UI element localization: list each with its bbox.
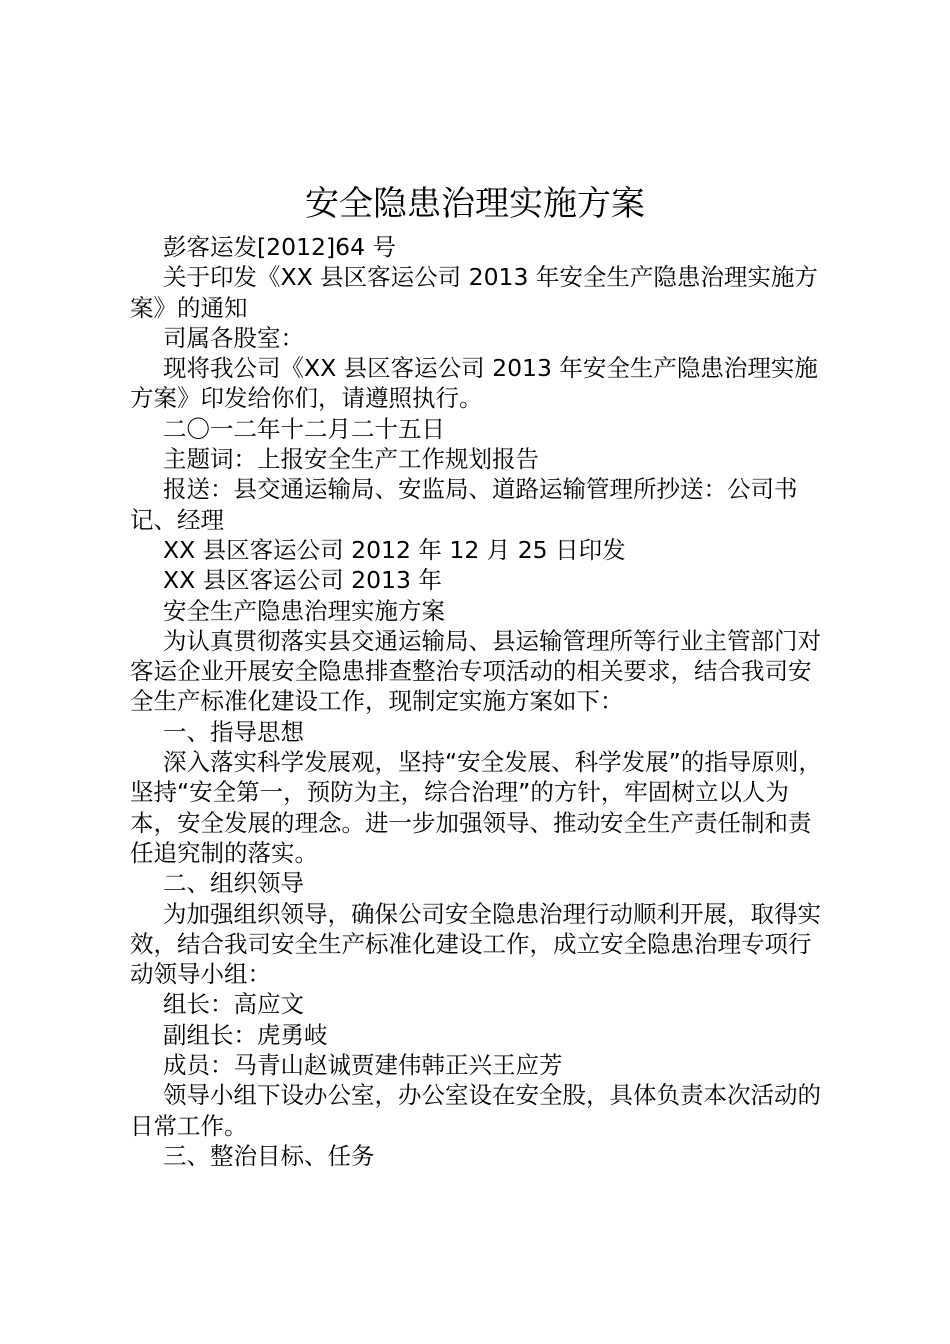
section-heading-3: 三、整治目标、任务 [163, 1141, 375, 1170]
document-number: 彭客运发[2012]64 号 [163, 233, 397, 261]
deputy-leader: 副组长：虎勇岐 [163, 1020, 328, 1049]
issue-line: XX 县区客运公司 2012 年 12 月 25 日印发 [163, 535, 626, 564]
section-heading-1: 一、指导思想 [163, 717, 304, 746]
intro-paragraph: 为认真贯彻落实县交通运输局、县运输管理所等行业主管部门对客运企业开展安全隐患排查整治专项活动的相关要求，结合我司安全生产标准化建设工作，现制定实施方案如下： [130, 626, 821, 716]
group-members: 成员：马青山赵诚贾建伟韩正兴王应芳 [163, 1051, 563, 1080]
plan-title-line: 安全生产隐患治理实施方案 [163, 596, 445, 625]
notice-heading: 关于印发《XX 县区客运公司 2013 年安全生产隐患治理实施方案》的通知 [130, 263, 818, 322]
group-leader: 组长：高应文 [163, 990, 304, 1019]
section-2-paragraph: 为加强组织领导，确保公司安全隐患治理行动顺利开展，取得实效，结合我司安全生产标准化建设工作，成立安全隐患治理专项行动领导小组： [130, 899, 821, 989]
office-paragraph: 领导小组下设办公室，办公室设在安全股，具体负责本次活动的日常工作。 [130, 1081, 821, 1140]
document-title: 安全隐患治理实施方案 [305, 184, 645, 224]
plan-org-line: XX 县区客运公司 2013 年 [163, 566, 442, 595]
notice-date: 二〇一二年十二月二十五日 [163, 414, 445, 443]
addressee: 司属各股室： [163, 323, 304, 352]
notice-body: 现将我公司《XX 县区客运公司 2013 年安全生产隐患治理实施方案》印发给你们，请遵照执行。 [130, 354, 818, 413]
section-heading-2: 二、组织领导 [163, 869, 304, 898]
document-body [130, 232, 830, 1171]
section-1-paragraph: 深入落实科学发展观，坚持“安全发展、科学发展”的指导原则，坚持“安全第一，预防为主，综合治理”的方针，牢固树立以人为本，安全发展的理念。进一步加强领导、推动安全生产责任制和责任追究制的落实。 [130, 748, 822, 867]
subject-keywords: 主题词：上报安全生产工作规划报告 [163, 445, 539, 474]
distribution-list: 报送：县交通运输局、安监局、道路运输管理所抄送：公司书记、经理 [130, 475, 798, 534]
